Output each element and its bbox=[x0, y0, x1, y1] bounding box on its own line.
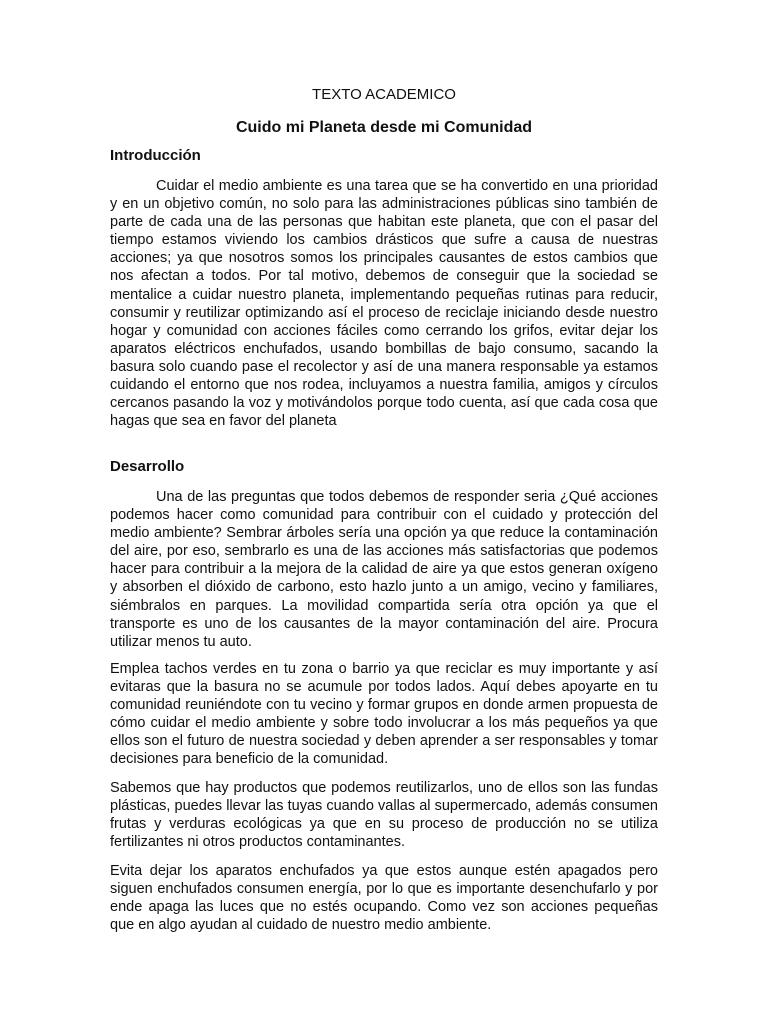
section-heading-desarrollo: Desarrollo bbox=[110, 458, 185, 475]
document-title: Cuido mi Planeta desde mi Comunidad bbox=[235, 119, 533, 136]
paragraph-desarrollo-2: Emplea tachos verdes en tu zona o barrio ya que reciclar es muy importante y así evitaras que la basura no se acumule por todos lados. Aquí debes apoyarte en tu comunidad reuniéndote con tu vecino y formar grupos en donde armen propuesta de cómo cuidar el medio ambiente y sobre todo involucrar a los más pequeños ya que ellos son el futuro de nuestra sociedad y deben aprender a ser responsables y tomar decisiones para beneficio de la comunidad. bbox=[110, 661, 658, 768]
paragraph-desarrollo-3: Sabemos que hay productos que podemos reutilizarlos, uno de ellos son las fundas plásticas, puedes llevar las tuyas cuando vallas al supermercado, además consumen frutas y verduras ecológicas ya que en su proceso de producción no se utiliza fertilizantes ni otros productos contaminantes. bbox=[110, 780, 658, 851]
section-heading-introduccion: Introducción bbox=[110, 147, 201, 164]
paragraph-desarrollo-4: Evita dejar los aparatos enchufados ya que estos aunque estén apagados pero siguen enchufados consumen energía, por lo que es importante desenchufarlo y por ende apaga las luces que no estés ocupando. Como vez son acciones pequeñas que en algo ayudan al cuidado de nuestro medio ambiente. bbox=[110, 863, 658, 934]
paragraph-introduccion: Cuidar el medio ambiente es una tarea que se ha convertido en una prioridad y en un objetivo común, no solo para las administraciones públicas sino también de parte de cada una de las personas que habitan este planeta, que con el pasar del tiempo estamos viviendo los cambios drásticos que sufre a causa de nuestras acciones; ya que nosotros somos los principales causantes de estos cambios que nos afectan a todos. Por tal motivo, debemos de conseguir que la sociedad se mentalice a cuidar nuestro planeta, implementando pequeñas rutinas para reducir, consumir y reutilizar optimizando así el proceso de reciclaje iniciando desde nuestro hogar y comunidad con acciones fáciles como cerrando los grifos, evitar dejar los aparatos eléctricos enchufados, usando bombillas de bajo consumo, sacando la basura solo cuando pase el recolector y así de una manera responsable ya estamos cuidando el entorno que nos rodea, incluyamos a nuestra familia, amigos y círculos cercanos pasando la voz y motivándolos porque todo cuenta, así que cada cosa que hagas que sea en favor del planeta bbox=[110, 178, 658, 430]
document-type-label: TEXTO ACADEMICO bbox=[312, 86, 456, 103]
paragraph-desarrollo-1: Una de las preguntas que todos debemos de responder seria ¿Qué acciones podemos hacer como comunidad para contribuir con el cuidado y protección del medio ambiente? Sembrar árboles sería una opción ya que reduce la contaminación del aire, por eso, sembrarlo es una de las acciones más satisfactorias que podemos hacer para contribuir a la mejora de la calidad de aire ya que estos generan oxígeno y absorben el dióxido de carbono, esto hazlo junto a un amigo, vecino y familiares, siémbralos en parques. La movilidad compartida sería otra opción ya que el transporte es uno de los causantes de la mayor contaminación del aire. Procura utilizar menos tu auto. bbox=[110, 489, 658, 650]
